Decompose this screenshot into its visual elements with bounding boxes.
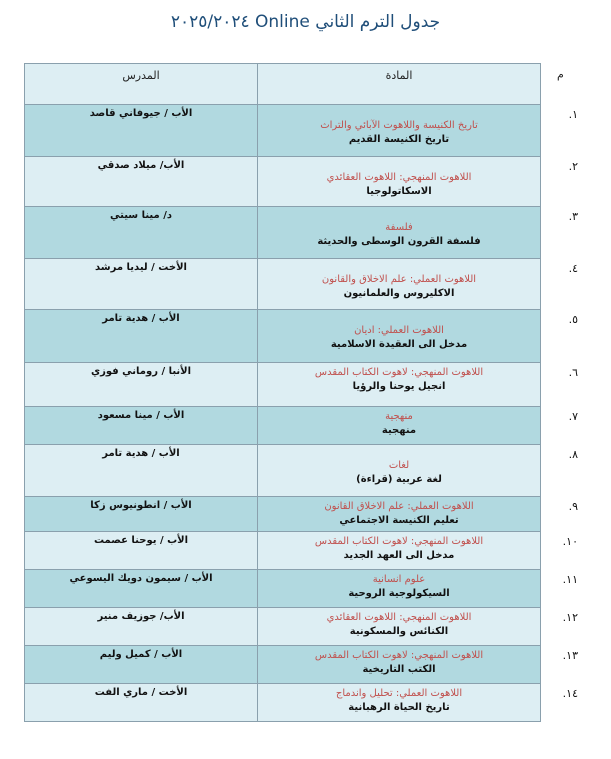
teacher-cell: الأب/ ميلاد صدقي (25, 157, 258, 207)
teacher-cell: الأخت / ليديا مرشد (25, 259, 258, 310)
subject-category: علوم انسانية (372, 574, 426, 585)
table-row (25, 532, 541, 570)
row-number: .٢ (568, 160, 578, 173)
row-number: .٨ (568, 448, 578, 461)
subject-cell (258, 646, 541, 684)
table-row (25, 445, 541, 497)
subject-cell (258, 445, 541, 497)
teacher-cell: الأب / هدية تامر (25, 310, 258, 363)
subject-cell (258, 532, 541, 570)
subject-name: تعليم الكنيسة الاجتماعي (339, 515, 459, 526)
subject-category: اللاهوت المنهجي: اللاهوت العقائدي (326, 612, 472, 623)
table-row (25, 310, 541, 363)
subject-name: لغة عربية (قراءة) (356, 474, 442, 485)
teacher-cell: الأب/ جوزيف منير (25, 608, 258, 646)
subject-cell (258, 497, 541, 532)
table-row (25, 363, 541, 407)
teacher-cell: الأنبا / روماني فوزي (25, 363, 258, 407)
subject-category: لغات (388, 460, 410, 471)
table-row (25, 407, 541, 445)
table-row (25, 646, 541, 684)
subject-name: السيكولوجية الروحية (348, 588, 450, 599)
subject-cell (258, 570, 541, 608)
subject-category: فلسفة (385, 222, 413, 233)
subject-category: اللاهوت العملي: تحليل واندماج (335, 688, 463, 699)
teacher-cell: الأخت / ماري الفت (25, 684, 258, 722)
subject-name: مدخل الى العهد الجديد (343, 550, 455, 561)
table-row (25, 157, 541, 207)
teacher-column-header: المدرس (25, 64, 258, 105)
subject-column-header: المادة (258, 64, 541, 105)
subject-cell (258, 684, 541, 722)
teacher-cell: الأب / هدية تامر (25, 445, 258, 497)
subject-name: الكنائس والمسكونية (349, 626, 449, 637)
row-number: .١١ (562, 573, 578, 586)
subject-cell (258, 207, 541, 259)
subject-cell (258, 608, 541, 646)
subject-category: اللاهوت المنهجي: لاهوت الكتاب المقدس (314, 650, 484, 661)
number-column-header: م (557, 68, 564, 81)
teacher-cell: د/ مينا سيتي (25, 207, 258, 259)
table-row (25, 259, 541, 310)
table-row (25, 570, 541, 608)
page-title: جدول الترم الثاني Online ٢٠٢٥/٢٠٢٤ (170, 12, 441, 32)
subject-cell (258, 105, 541, 157)
row-number: .٦ (568, 366, 578, 379)
subject-name: تاريخ الكنيسة القديم (348, 134, 450, 145)
subject-category: اللاهوت المنهجي: لاهوت الكتاب المقدس (314, 536, 484, 547)
row-number: .٤ (568, 262, 578, 275)
subject-category: اللاهوت العملي: علم الاخلاق القانون (324, 501, 474, 512)
teacher-cell: الأب / سيمون دويك اليسوعي (25, 570, 258, 608)
subject-cell (258, 310, 541, 363)
row-number: .١٠ (562, 535, 578, 548)
teacher-cell: الأب / كميل وليم (25, 646, 258, 684)
table-row (25, 497, 541, 532)
subject-name: منهجية (381, 425, 417, 436)
table-row (25, 684, 541, 722)
row-number: .٧ (568, 410, 578, 423)
subject-name: الاسكاتولوجيا (366, 186, 432, 197)
row-number: .٩ (568, 500, 578, 513)
table-header-row (25, 64, 541, 105)
row-number: .٥ (568, 313, 578, 326)
table-row (25, 105, 541, 157)
subject-cell (258, 259, 541, 310)
subject-cell (258, 363, 541, 407)
row-number: .١٤ (562, 687, 578, 700)
schedule-table (24, 63, 541, 722)
subject-name: الكتب التاريخية (362, 664, 436, 675)
teacher-cell: الأب / انطونيوس زكا (25, 497, 258, 532)
subject-name: الاكليروس والعلمانيون (343, 288, 455, 299)
row-number: .١٢ (562, 611, 578, 624)
subject-name: انجيل يوحنا والرؤيا (352, 381, 446, 392)
teacher-cell: الأب / مينا مسعود (25, 407, 258, 445)
subject-category: اللاهوت العملي: اديان (354, 325, 444, 336)
row-number: .١٣ (562, 649, 578, 662)
subject-category: تاريخ الكنيسة واللاهوت الآبائي والتراث (320, 120, 478, 131)
subject-name: فلسفة القرون الوسطى والحديثة (317, 236, 481, 247)
subject-category: منهجية (385, 411, 413, 422)
subject-category: اللاهوت المنهجي: اللاهوت العقائدي (326, 172, 472, 183)
row-number: .٣ (568, 210, 578, 223)
teacher-cell: الأب / يوحنا عصمت (25, 532, 258, 570)
subject-cell (258, 157, 541, 207)
subject-cell (258, 407, 541, 445)
subject-name: تاريخ الحياة الرهبانية (348, 702, 450, 713)
table-row (25, 207, 541, 259)
subject-category: اللاهوت المنهجي: لاهوت الكتاب المقدس (314, 367, 484, 378)
subject-category: اللاهوت العملي: علم الاخلاق والقانون (321, 274, 477, 285)
schedule-table-body (25, 105, 541, 722)
table-row (25, 608, 541, 646)
subject-name: مدخل الى العقيدة الاسلامية (330, 339, 468, 350)
teacher-cell: الأب / جيوفاني قاصد (25, 105, 258, 157)
row-number: .١ (568, 108, 578, 121)
